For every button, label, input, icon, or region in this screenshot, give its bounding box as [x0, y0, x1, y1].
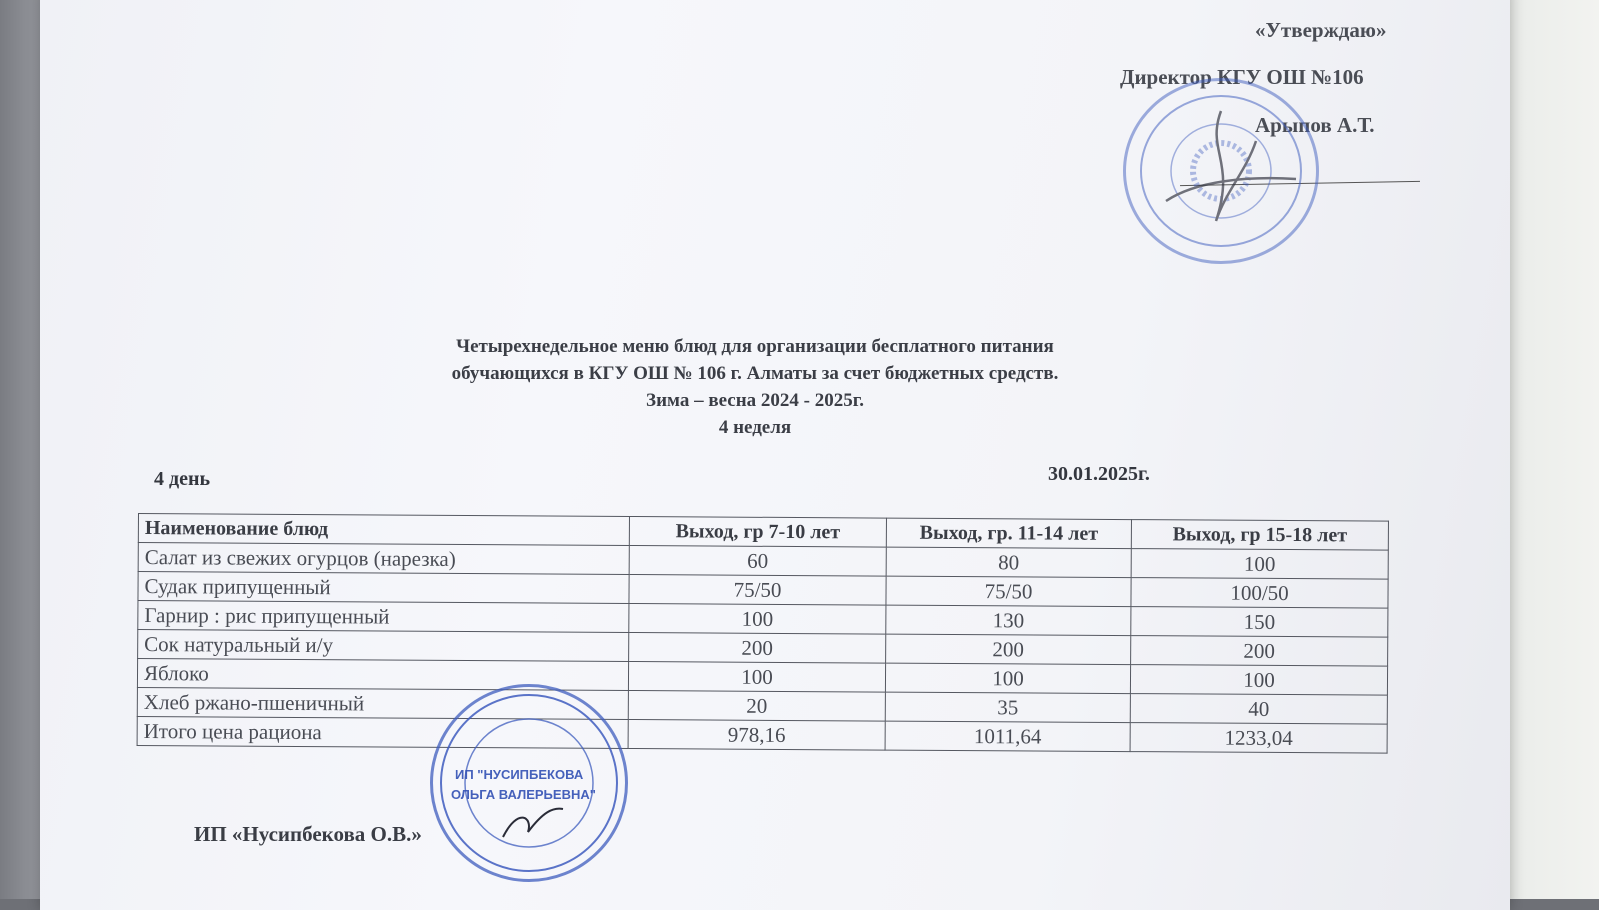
supplier-stamp [430, 684, 628, 882]
header-age-15-18: Выход, гр 15-18 лет [1131, 520, 1388, 551]
total-15-18: 1233,04 [1130, 723, 1387, 754]
title-line-1: Четырехнедельное меню блюд для организации бесплатного питания [456, 336, 1054, 357]
total-label: Итого цена рациона [137, 716, 628, 748]
director-title: Директор КГУ ОШ №106 [1120, 65, 1364, 89]
stamp-text-line-2: ОЛЬГА ВАЛЕРЬЕВНА" [451, 787, 596, 802]
date-label: 30.01.2025г. [1048, 463, 1150, 485]
value-7-10: 200 [629, 633, 886, 664]
approve-title: «Утверждаю» [1255, 18, 1387, 42]
title-line-2: обучающихся в КГУ ОШ № 106 г. Алматы за счет бюджетных средств. [451, 363, 1059, 384]
value-11-14: 200 [886, 634, 1131, 664]
dish-name: Хлеб ржано-пшеничный [137, 687, 628, 719]
supplier-stamp-graphic [433, 687, 625, 879]
title-line-4: 4 неделя [718, 417, 792, 438]
value-11-14: 80 [886, 547, 1131, 577]
header-age-7-10: Выход, гр 7-10 лет [629, 517, 886, 548]
stamp-text-line-1: ИП "НУСИПБЕКОВА [455, 767, 584, 782]
value-7-10: 60 [629, 546, 886, 577]
value-15-18: 200 [1131, 636, 1388, 667]
value-11-14: 35 [885, 692, 1130, 722]
value-7-10: 100 [629, 604, 886, 635]
value-7-10: 20 [628, 690, 885, 721]
header-age-11-14: Выход, гр. 11-14 лет [886, 518, 1131, 548]
value-15-18: 100/50 [1131, 578, 1388, 609]
menu-table [137, 513, 1389, 754]
dish-name: Судак припущенный [138, 572, 629, 604]
value-11-14: 75/50 [886, 576, 1131, 606]
value-15-18: 150 [1131, 607, 1388, 638]
school-stamp-graphic [1126, 81, 1316, 261]
school-stamp [1123, 78, 1319, 264]
value-15-18: 100 [1130, 665, 1387, 696]
dish-name: Гарнир : рис припущенный [138, 601, 629, 633]
director-name: Арыпов А.Т. [1255, 113, 1375, 137]
value-15-18: 100 [1131, 549, 1388, 580]
document-title [340, 333, 1170, 441]
dish-name: Сок натуральный и/у [138, 630, 629, 662]
total-11-14: 1011,64 [885, 721, 1130, 751]
value-11-14: 100 [885, 663, 1130, 693]
dish-name: Салат из свежих огурцов (нарезка) [138, 543, 629, 575]
title-line-3: Зима – весна 2024 - 2025г. [646, 390, 864, 411]
dish-name: Яблоко [137, 659, 628, 691]
value-7-10: 100 [628, 661, 885, 692]
day-label: 4 день [154, 468, 211, 490]
supplier-signature: ИП «Нусипбекова О.В.» [194, 822, 422, 846]
value-11-14: 130 [886, 605, 1131, 635]
total-7-10: 978,16 [628, 719, 885, 750]
header-dish-name: Наименование блюд [138, 514, 629, 546]
value-7-10: 75/50 [629, 575, 886, 606]
value-15-18: 40 [1130, 694, 1387, 725]
